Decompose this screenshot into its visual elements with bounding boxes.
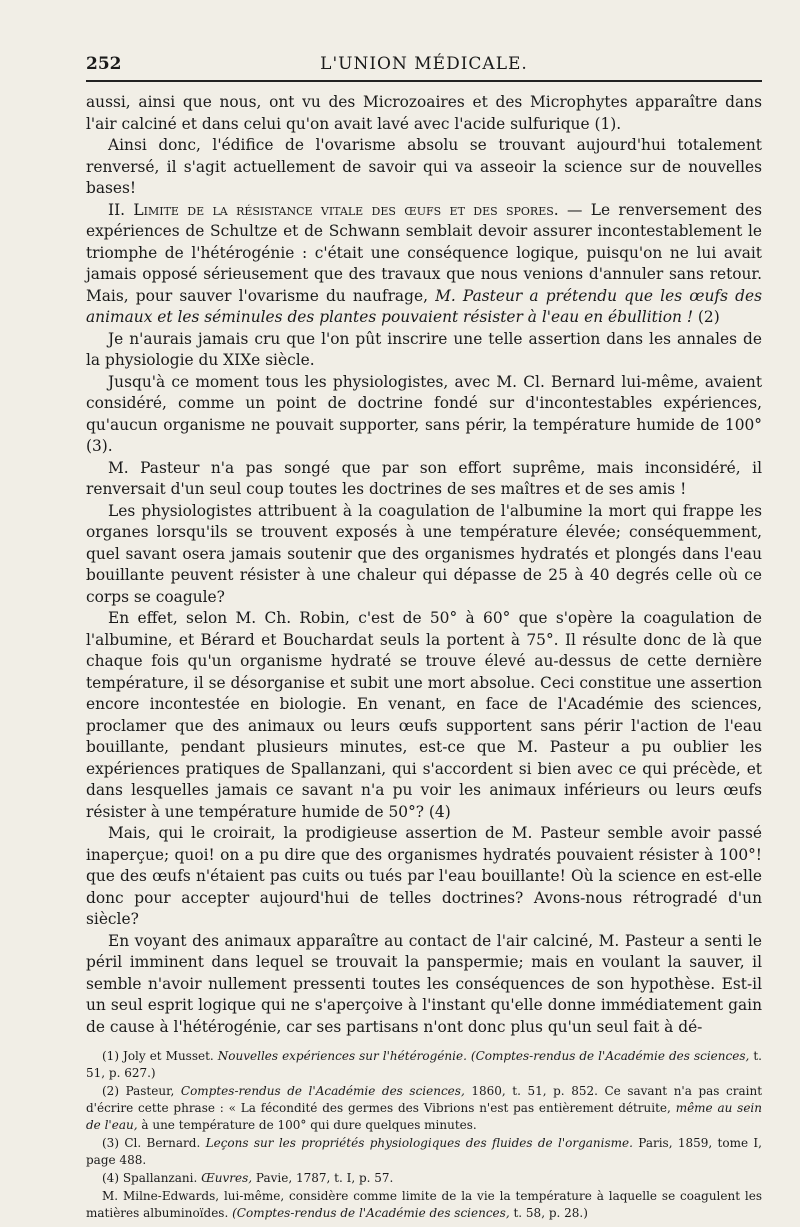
paragraph: En voyant des animaux apparaître au contact de l'air calciné, M. Pasteur a senti le péril imminent dans lequel se trouvait la panspermie; mais en voulant la sauver, il semble n'avoir nullement pressenti toutes les conséquences de son hypothèse. Est-il un seul esprit logique qui ne s'aperçoive à l'instant qu'elle donne immédiatement gain de cause à l'hétérogénie, car ses partisans n'ont donc plus qu'un seul fait à dé- — [86, 931, 762, 1036]
running-title: L'UNION MÉDICALE. — [320, 54, 528, 74]
section-heading: Limite de la résistance vitale des œufs et des spores. — — [133, 200, 583, 219]
paragraph: Jusqu'à ce moment tous les physiologistes, avec M. Cl. Bernard lui-même, avaient considéré, comme un point de doctrine fondé sur d'incontestables expériences, qu'aucun organisme ne pouvait supporter, sans périr, la température humide de 100° (3). — [86, 372, 762, 455]
footnote: (1) Joly et Musset. Nouvelles expériences sur l'hétérogénie. (Comptes-rendus de l'Académie des sciences, t. 51, p. 627.) — [86, 1049, 762, 1080]
footnote: (2) Pasteur, Comptes-rendus de l'Académie des sciences, 1860, t. 51, p. 852. Ce savant n'a pas craint d'écrire cette phrase : « La fécondité des germes des Vibrions n'est pas entièrement détruite, même au sein de l'eau, à une température de 100° qui dure quelques minutes. — [86, 1084, 763, 1132]
paragraph: aussi, ainsi que nous, ont vu des Microzoaires et des Microphytes apparaître dans l'air calciné et dans celui qu'on avait lavé avec l'acide sulfurique (1). — [86, 93, 762, 133]
paragraph: Mais, qui le croirait, la prodigieuse assertion de M. Pasteur semble avoir passé inaperçue; quoi! on a pu dire que des organismes hydratés pouvaient résister à 100°! que des œufs n'étaient pas cuits ou tués par l'eau bouillante! Où la science en est-elle donc pour accepter aujourd'hui de telles doctrines? Avons-nous rétrogradé d'un siècle? — [86, 824, 762, 928]
footnotes — [86, 1048, 762, 1222]
section-italic-quote: M. Pasteur a prétendu que les œufs des animaux et les séminules des plantes pouvaient résister à l'eau en ébullition ! — [86, 286, 762, 326]
paragraph: M. Pasteur n'a pas songé que par son effort suprême, mais inconsidéré, il renversait d'un seul coup toutes les doctrines de ses maîtres et de ses amis ! — [86, 458, 762, 498]
footnote-ref: (2) — [697, 308, 720, 326]
paragraph: Les physiologistes attribuent à la coagulation de l'albumine la mort qui frappe les organes lorsqu'ils se trouvent exposés à une température élevée; conséquemment, quel savant osera jamais soutenir que des organismes hydratés et plongés dans l'eau bouillante peuvent résister à une chaleur qui dépasse de 25 à 40 degrés celle où ce corps se coagule? — [86, 501, 762, 606]
section-text: Le renversement des expériences de Schultze et de Schwann semblait devoir assurer incontestablement le triomphe de l'hétérogénie : c'était une conséquence logique, puisqu'on ne lui avait jamais opposé sérieusement que des travaux que nous venions d'annuler sans retour. Mais, pour sauver l'ovarisme du naufrage, — [86, 200, 762, 305]
section-number: II. — [108, 200, 126, 219]
footnote: M. Milne-Edwards, lui-même, considère comme limite de la vie la température à laquelle se coagulent les matières albuminoïdes. (Comptes-rendus de l'Académie des sciences, t. 58, p. 28.) — [86, 1189, 762, 1220]
footnote: (3) Cl. Bernard. Leçons sur les propriétés physiologiques des fluides de l'organisme. Paris, 1859, tome I, page 488. — [86, 1136, 762, 1167]
page-header — [86, 44, 762, 82]
paragraph: En effet, selon M. Ch. Robin, c'est de 50° à 60° que s'opère la coagulation de l'albumine, et Bérard et Bouchardat seuls la portent à 75°. Il résulte donc de là que chaque fois qu'un organisme hydraté se trouve élevé au-dessus de cette dernière température, il se désorganise et subit une mort absolue. Ceci constitue une assertion encore incontestée en biologie. En venant, en face de l'Académie des sciences, proclamer que des animaux ou leurs œufs supportent sans périr l'action de l'eau bouillante, pendant plusieurs minutes, est-ce que M. Pasteur a pu oublier les expériences pratiques de Spallanzani, qui s'accordent si bien avec ce qui précède, et dans lesquelles jamais ce savant n'a pu voir les animaux inférieurs ou leurs œufs résister à une température humide de 50°? (4) — [86, 609, 762, 821]
section-paragraph — [86, 200, 762, 329]
paragraph: Ainsi donc, l'édifice de l'ovarisme absolu se trouvant aujourd'hui totalement renversé, il s'agit actuellement de savoir qui va asseoir la science sur de nouvelles bases! — [86, 136, 762, 197]
paragraph: Je n'aurais jamais cru que l'on pût inscrire une telle assertion dans les annales de la physiologie du XIXe siècle. — [86, 329, 762, 369]
article-body — [86, 92, 762, 1038]
page-number: 252 — [86, 54, 122, 74]
footnote: (4) Spallanzani. Œuvres, Pavie, 1787, t. I, p. 57. — [102, 1171, 394, 1185]
